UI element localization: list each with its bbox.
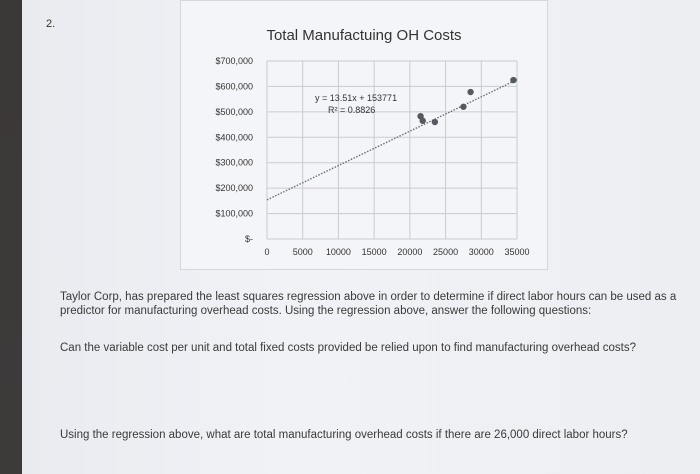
y-tick-label: $700,000 [215, 56, 253, 66]
data-point [467, 89, 473, 95]
data-point [420, 118, 426, 124]
x-tick-label: 10000 [325, 247, 351, 257]
r-squared-label: R² = 0.8826 [328, 105, 376, 115]
worksheet-page [22, 0, 700, 474]
y-tick-label: $600,000 [215, 81, 253, 92]
x-tick-label: 35000 [504, 247, 530, 257]
question-2: Using the regression above, what are total manufacturing overhead costs if there are 26,000 direct labor hours? [60, 429, 628, 441]
question-1: Can the variable cost per unit and total fixed costs provided be relied upon to find manufacturing overhead costs? [60, 342, 636, 354]
data-point [510, 77, 516, 83]
question-number: 2. [46, 18, 56, 30]
x-tick-label: 5000 [292, 247, 313, 257]
chart-container [180, 0, 548, 270]
data-point [432, 119, 438, 125]
data-point [460, 104, 466, 110]
x-tick-label: 20000 [397, 247, 423, 257]
y-tick-label: $100,000 [215, 208, 253, 219]
x-tick-label: 30000 [468, 247, 494, 257]
y-tick-label: $200,000 [215, 183, 253, 194]
y-tick-label: $- [244, 234, 253, 244]
x-tick-label: 25000 [433, 247, 459, 257]
y-tick-label: $500,000 [215, 106, 253, 117]
x-tick-label: 0 [264, 247, 270, 257]
x-tick-label: 15000 [361, 247, 387, 257]
trendline-equation: y = 13.51x + 153771 [315, 93, 398, 103]
y-tick-label: $400,000 [215, 132, 253, 143]
y-tick-label: $300,000 [215, 157, 253, 168]
scatter-chart [181, 1, 547, 269]
chart-title: Total Manufactuing OH Costs [266, 27, 462, 44]
intro-paragraph: Taylor Corp, has prepared the least squares regression above in order to determine if direct labor hours can be used as a predictor for manufacturing overhead costs. Using the regression above, answer the following questions: [60, 291, 677, 317]
